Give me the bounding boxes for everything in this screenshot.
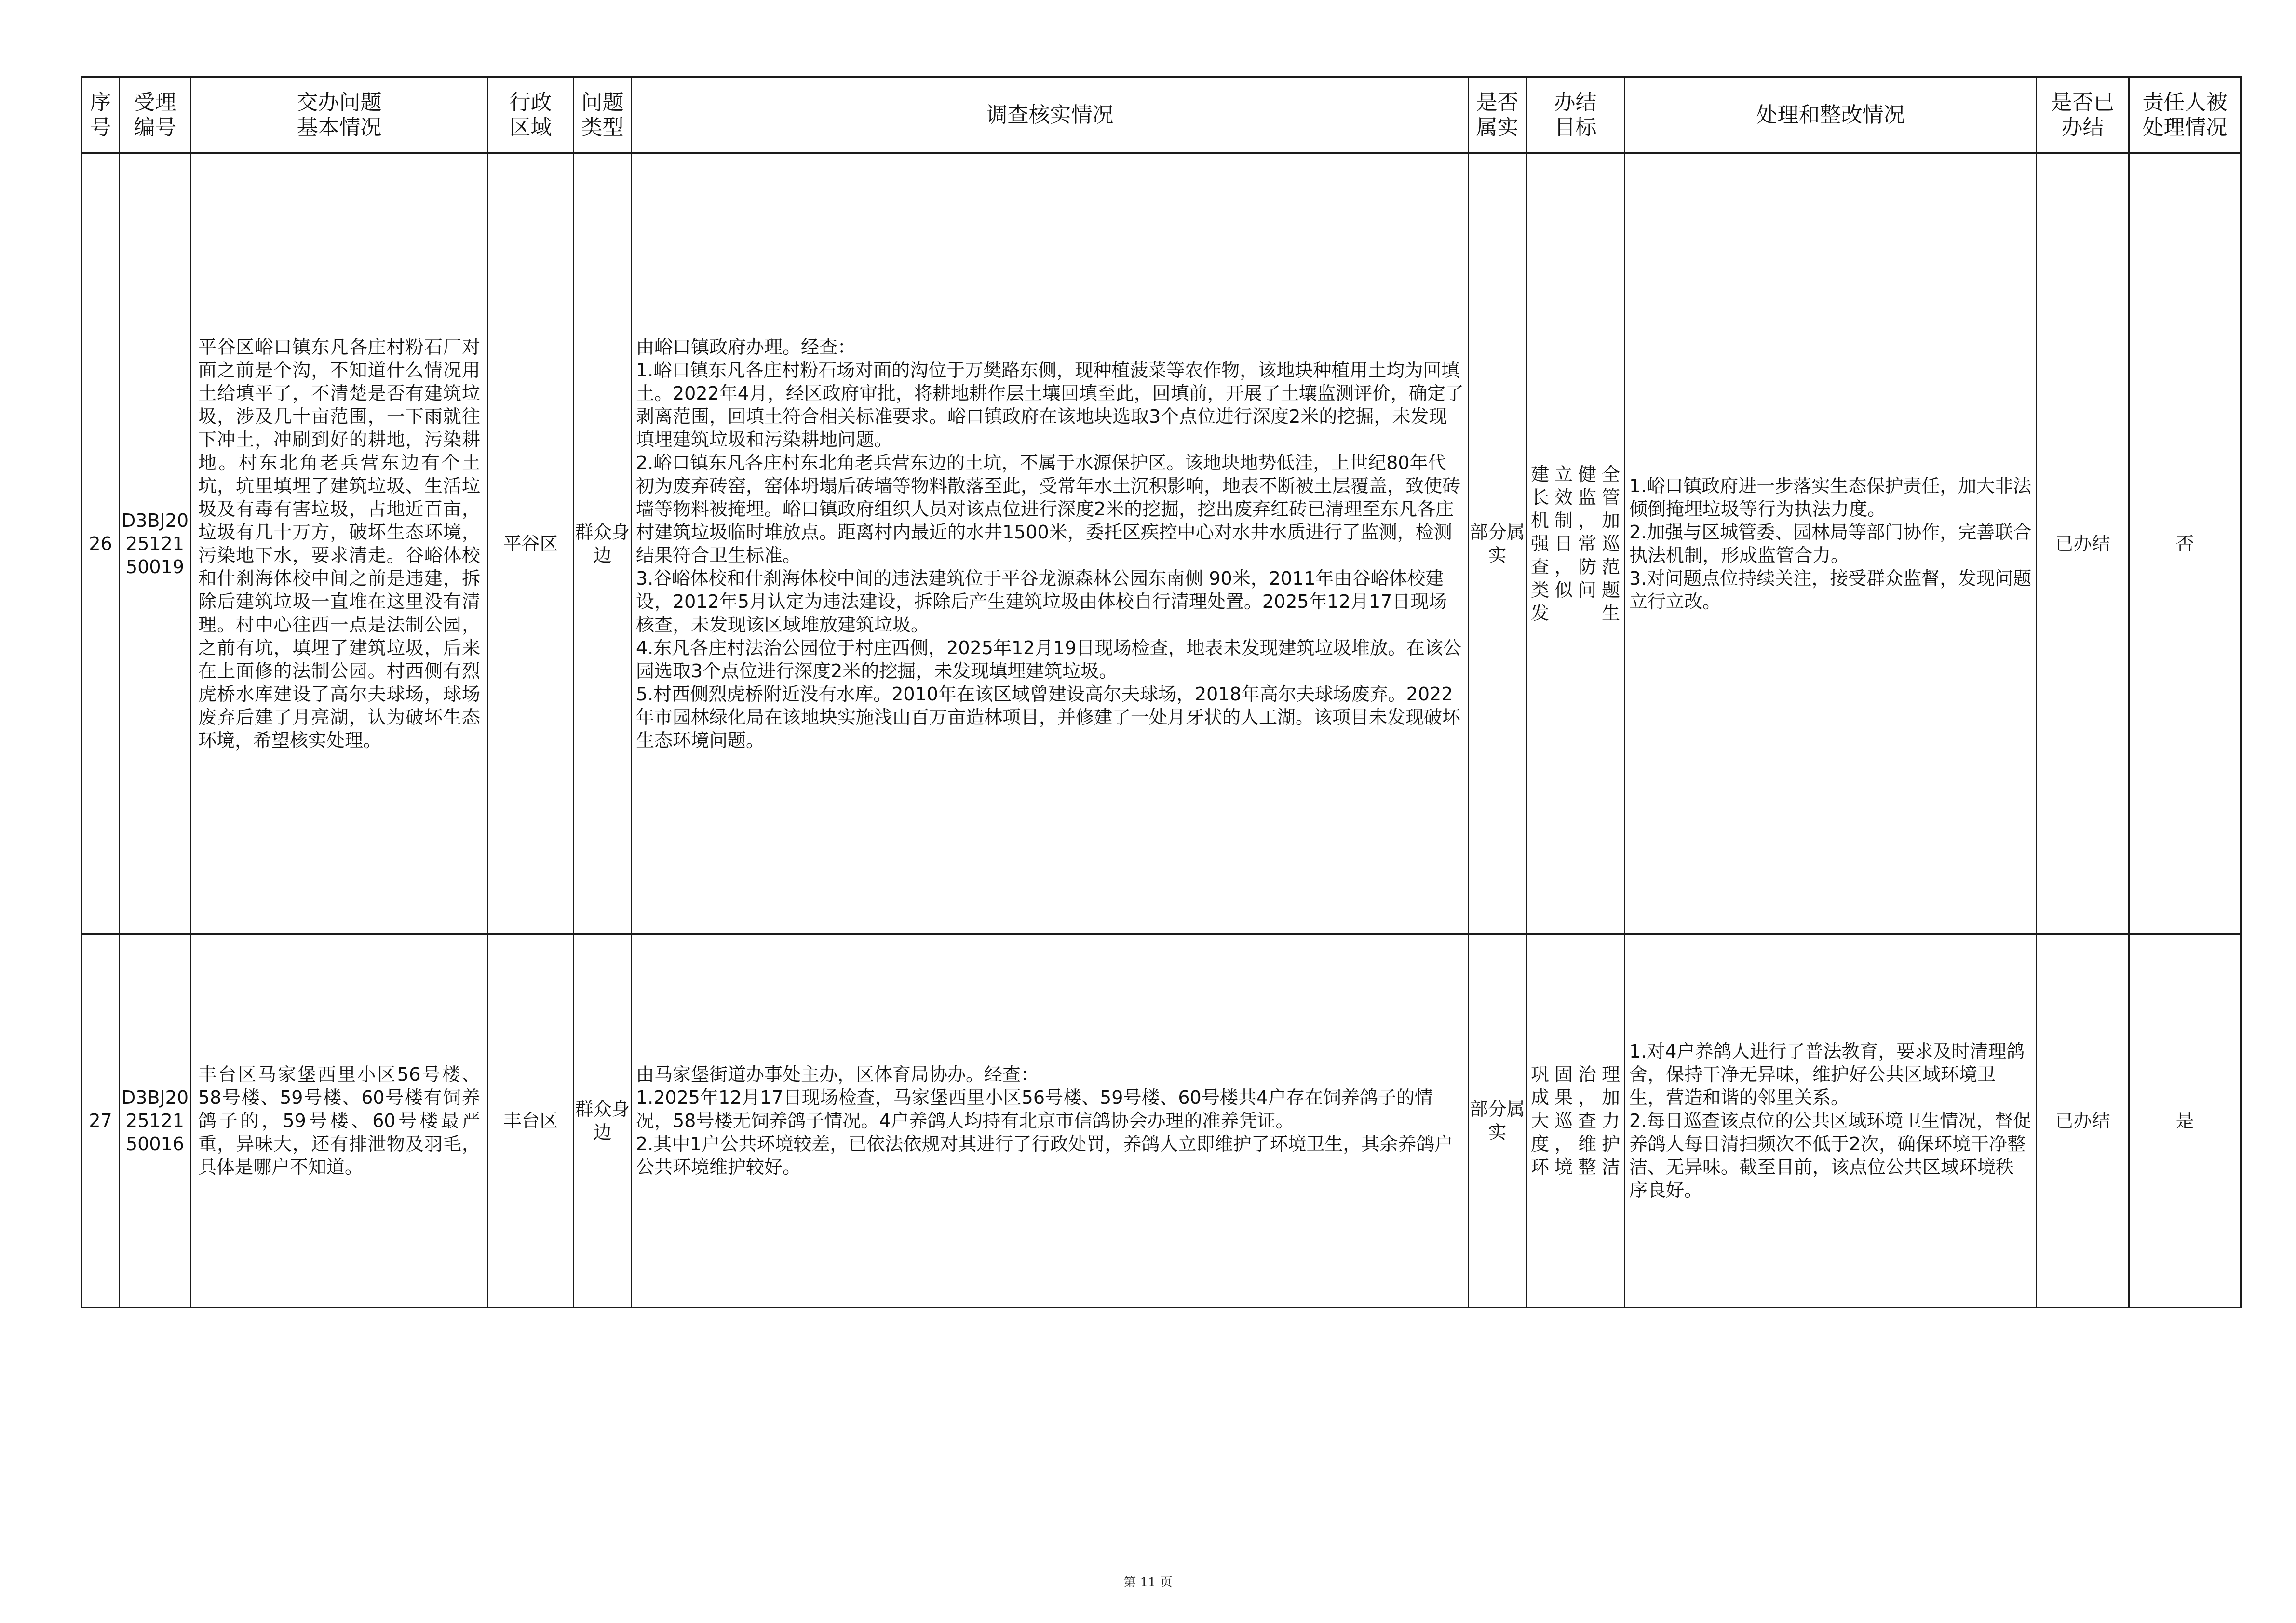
table-row <box>82 153 2241 934</box>
header-acceptance-number: 受理 编号 <box>120 77 191 153</box>
cell-brief: 丰台区马家堡西里小区56号楼、58号楼、59号楼、60号楼有饲养鸽子的，59号楼、60号楼最严重，异味大，还有排泄物及羽毛，具体是哪户不知道。 <box>191 934 488 1308</box>
cell-district: 平谷区 <box>488 153 574 934</box>
header-goal: 办结 目标 <box>1526 77 1625 153</box>
header-closed: 是否已 办结 <box>2037 77 2129 153</box>
cell-investigation: 由峪口镇政府办理。经查： 1.峪口镇东凡各庄村粉石场对面的沟位于万樊路东侧，现种植菠菜等农作物，该地块种植用土均为回填土。2022年4月，经区政府审批，将耕地耕作层土壤回填至此，回填前，开展了土壤监测评价，确定了剥离范围，回填土符合相关标准要求。峪口镇政府在该地块选取3个点位进行深度2米的挖掘，未发现填埋建筑垃圾和污染耕地问题。 2.峪口镇东凡各庄村东北角老兵营东边的土坑，不属于水源保护区。该地块地势低洼，上世纪80年代初为废弃砖窑，窑体坍塌后砖墙等物料散落至此，受常年水土沉积影响，地表不断被土层覆盖，致使砖墙等物料被掩埋。峪口镇政府组织人员对该点位进行深度2米的挖掘，挖出废弃红砖已清理至东凡各庄村建筑垃圾临时堆放点。距离村内最近的水井1500米，委托区疾控中心对水井水质进行了监测，检测结果符合卫生标准。 3.谷峪体校和什刹海体校中间的违法建筑位于平谷龙源森林公园东南侧 90米，2011年由谷峪体校建设，2012年5月认定为违法建设，拆除后产生建筑垃圾由体校自行清理处置。2025年12月17日现场核查，未发现该区域堆放建筑垃圾。 4.东凡各庄村法治公园位于村庄西侧，2025年12月19日现场检查，地表未发现建筑垃圾堆放。在该公园选取3个点位进行深度2米的挖掘，未发现填埋建筑垃圾。 5.村西侧烈虎桥附近没有水库。2010年在该区域曾建设高尔夫球场，2018年高尔夫球场废弃。2022年市园林绿化局在该地块实施浅山百万亩造林项目，并修建了一处月牙状的人工湖。该项目未发现破坏生态环境问题。 <box>632 153 1469 934</box>
header-brief: 交办问题 基本情况 <box>191 77 488 153</box>
cell-acceptance-number: D3BJ202512150019 <box>120 153 191 934</box>
cell-brief: 平谷区峪口镇东凡各庄村粉石厂对面之前是个沟，不知道什么情况用土给填平了，不清楚是否有建筑垃圾，涉及几十亩范围，一下雨就往下冲土，冲刷到好的耕地，污染耕地。村东北角老兵营东边有个土坑，坑里填埋了建筑垃圾、生活垃圾及有毒有害垃圾，占地近百亩，垃圾有几十万方，破坏生态环境，污染地下水，要求清走。谷峪体校和什刹海体校中间之前是违建，拆除后建筑垃圾一直堆在这里没有清理。村中心往西一点是法制公园，之前有坑，填埋了建筑垃圾，后来在上面修的法制公园。村西侧有烈虎桥水库建设了高尔夫球场，球场废弃后建了月亮湖，认为破坏生态环境，希望核实处理。 <box>191 153 488 934</box>
problem-table <box>81 76 2242 1308</box>
header-handling: 处理和整改情况 <box>1625 77 2037 153</box>
cell-handling: 1.峪口镇政府进一步落实生态保护责任，加大非法倾倒掩埋垃圾等行为执法力度。 2.加强与区城管委、园林局等部门协作，完善联合执法机制，形成监管合力。 3.对问题点位持续关注，接受群众监督，发现问题立行立改。 <box>1625 153 2037 934</box>
cell-seq: 27 <box>82 934 120 1308</box>
header-problem-type: 问题 类型 <box>574 77 632 153</box>
cell-acceptance-number: D3BJ202512150016 <box>120 934 191 1308</box>
header-district: 行政 区域 <box>488 77 574 153</box>
cell-investigation: 由马家堡街道办事处主办，区体育局协办。经查： 1.2025年12月17日现场检查，马家堡西里小区56号楼、59号楼、60号楼共4户存在饲养鸽子的情况，58号楼无饲养鸽子情况。4户养鸽人均持有北京市信鸽协会办理的准养凭证。 2.其中1户公共环境较差，已依法依规对其进行了行政处罚，养鸽人立即维护了环境卫生，其余养鸽户公共环境维护较好。 <box>632 934 1469 1308</box>
table-header-row <box>82 77 2241 153</box>
table-row <box>82 934 2241 1308</box>
header-accountability: 责任人被 处理情况 <box>2129 77 2241 153</box>
cell-true-or-not: 部分属实 <box>1469 153 1526 934</box>
cell-accountability: 是 <box>2129 934 2241 1308</box>
cell-closed: 已办结 <box>2037 934 2129 1308</box>
cell-closed: 已办结 <box>2037 153 2129 934</box>
cell-problem-type: 群众身边 <box>574 153 632 934</box>
cell-accountability: 否 <box>2129 153 2241 934</box>
header-investigation: 调查核实情况 <box>632 77 1469 153</box>
header-true-or-not: 是否 属实 <box>1469 77 1526 153</box>
cell-handling: 1.对4户养鸽人进行了普法教育，要求及时清理鸽舍，保持干净无异味，维护好公共区域环境卫生，营造和谐的邻里关系。 2.每日巡查该点位的公共区域环境卫生情况，督促养鸽人每日清扫频次不低于2次，确保环境干净整洁、无异味。截至目前，该点位公共区域环境秩序良好。 <box>1625 934 2037 1308</box>
cell-goal: 建立健全长效监管机制，加强日常巡查，防范类似问题发生 <box>1526 153 1625 934</box>
header-seq: 序 号 <box>82 77 120 153</box>
cell-true-or-not: 部分属实 <box>1469 934 1526 1308</box>
cell-district: 丰台区 <box>488 934 574 1308</box>
cell-seq: 26 <box>82 153 120 934</box>
cell-goal: 巩固治理成果，加大巡查力度，维护环境整洁 <box>1526 934 1625 1308</box>
cell-problem-type: 群众身边 <box>574 934 632 1308</box>
page-number: 第 11 页 <box>1123 1575 1173 1590</box>
